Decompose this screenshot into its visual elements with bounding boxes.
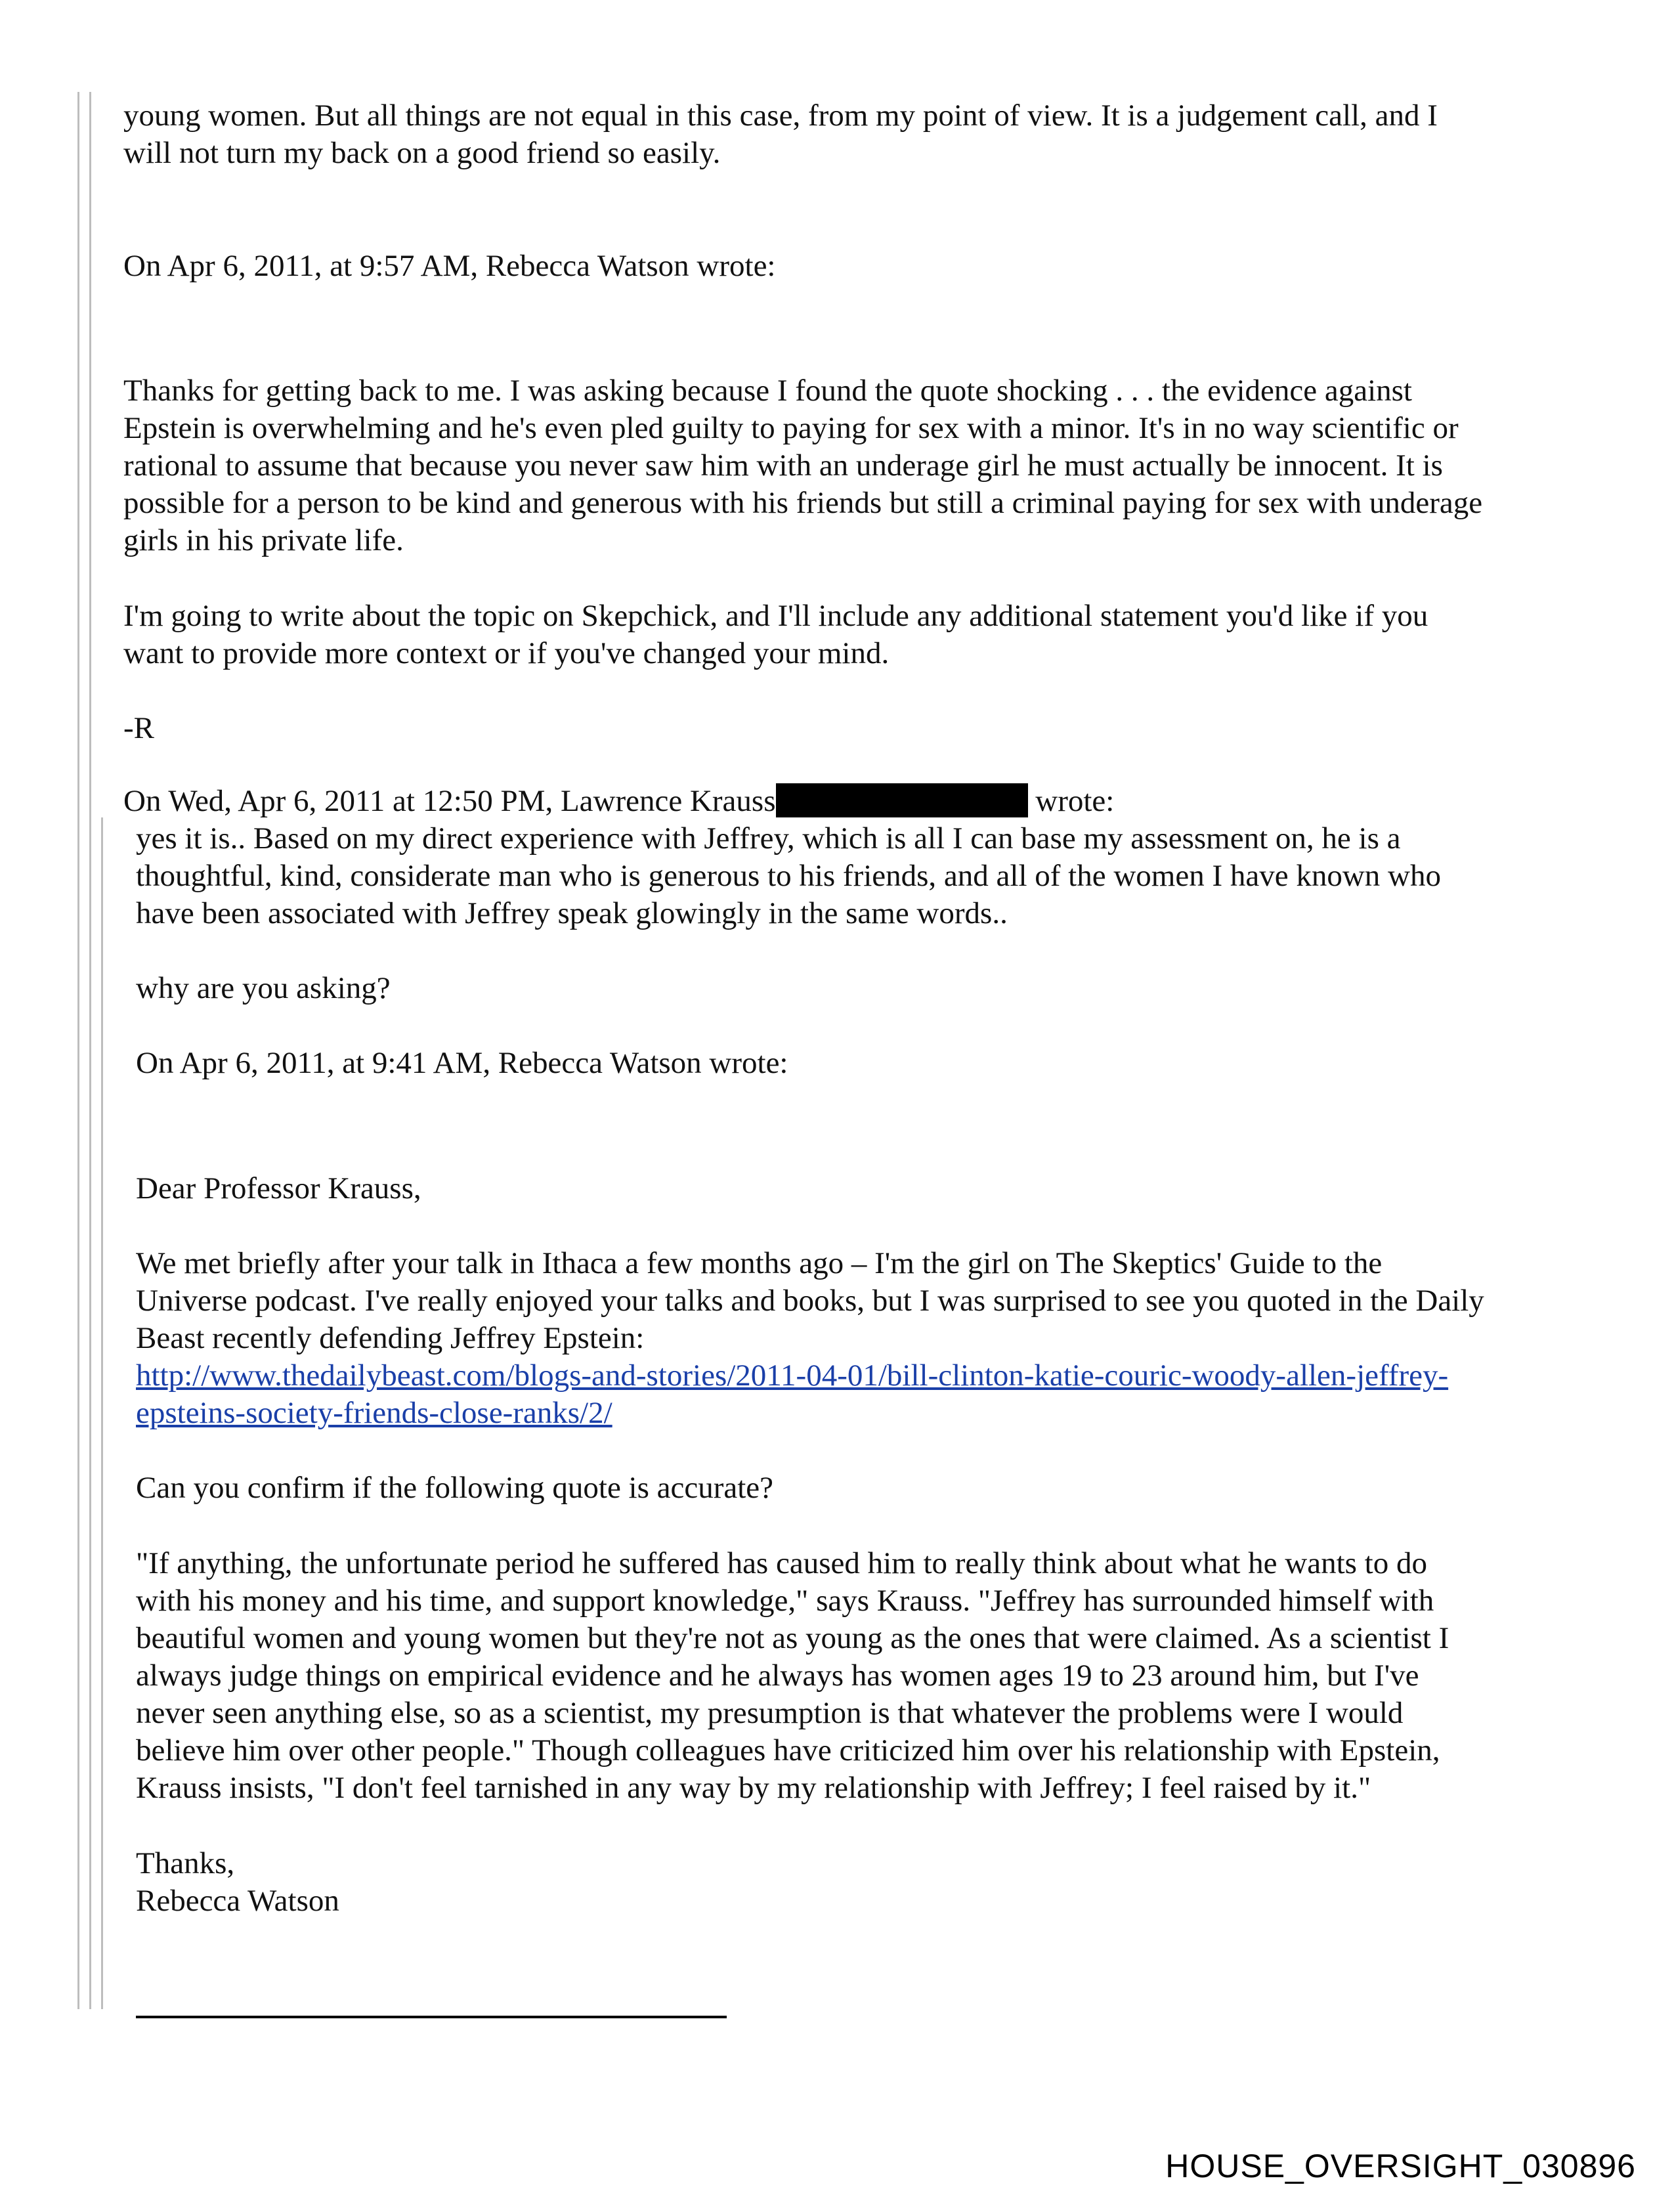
reply-body-para1 xyxy=(123,372,1633,559)
quote-bar-inner xyxy=(101,817,103,2009)
krauss-header-wrote: wrote: xyxy=(1027,784,1115,818)
original-line: Beast recently defending Jeffrey Epstein: xyxy=(136,1321,645,1355)
article-link-line[interactable] xyxy=(136,1357,1600,1395)
krauss-line: thoughtful, kind, considerate man who is generous to his friends, and all of the women I have known who xyxy=(136,859,1441,893)
krauss-body xyxy=(136,820,1600,932)
quote-line: "If anything, the unfortunate period he suffered has caused him to really think about what he wants to do xyxy=(136,1546,1427,1580)
quote-line: never seen anything else, so as a scientist, my presumption is that whatever the problems were I would xyxy=(136,1696,1404,1730)
signature-divider xyxy=(136,2016,727,2018)
continuation-line: will not turn my back on a good friend so easily. xyxy=(123,136,721,170)
quote-bar-outer xyxy=(77,92,79,2009)
quote-line: always judge things on empirical evidence and he always has women ages 19 to 23 around him, but I've xyxy=(136,1659,1419,1693)
quote-line: with his money and his time, and support knowledge," says Krauss. "Jeffrey has surrounded himself with xyxy=(136,1584,1434,1618)
original-para1 xyxy=(136,1245,1600,1432)
original-signature xyxy=(136,1845,1600,1920)
article-link[interactable]: http://www.thedailybeast.com/blogs-and-stories/2011-04-01/bill-clinton-katie-couric-woody-allen-jeffrey- xyxy=(136,1358,1449,1393)
reply-body-para2 xyxy=(123,597,1633,672)
article-link-line[interactable] xyxy=(136,1395,1600,1432)
continuation-text xyxy=(123,97,1620,172)
original-line: We met briefly after your talk in Ithaca a few months ago – I'm the girl on The Skeptics' Guide to the xyxy=(136,1246,1383,1280)
original-line: Universe podcast. I've really enjoyed your talks and books, but I was surprised to see you quoted in the Daily xyxy=(136,1284,1484,1318)
quote-bar-middle xyxy=(89,92,91,2009)
reply-line: Thanks for getting back to me. I was asking because I found the quote shocking . . . the evidence against xyxy=(123,374,1412,408)
krauss-header-text: On Wed, Apr 6, 2011 at 12:50 PM, Lawrence Krauss xyxy=(123,784,776,818)
krauss-header xyxy=(123,783,1114,820)
reply-line: rational to assume that because you never saw him with an underage girl he must actually be innocent. It is xyxy=(123,448,1443,483)
bates-number: HOUSE_OVERSIGHT_030896 xyxy=(1165,2148,1636,2184)
original-quote xyxy=(136,1545,1600,1807)
quote-line: beautiful women and young women but they're not as young as the ones that were claimed. As a scientist I xyxy=(136,1621,1449,1655)
article-link-continued[interactable]: epsteins-society-friends-close-ranks/2/ xyxy=(136,1396,612,1430)
redacted-email xyxy=(776,783,1028,817)
krauss-question: why are you asking? xyxy=(136,971,391,1005)
quote-line: believe him over other people." Though colleagues have criticized him over his relationship with Epstein, xyxy=(136,1733,1440,1767)
krauss-line: yes it is.. Based on my direct experience with Jeffrey, which is all I can base my assessment on, he is a xyxy=(136,821,1401,856)
reply-line: I'm going to write about the topic on Skepchick, and I'll include any additional statement you'd like if you xyxy=(123,599,1428,633)
krauss-line: have been associated with Jeffrey speak glowingly in the same words.. xyxy=(136,896,1008,930)
quote-line: Krauss insists, "I don't feel tarnished in any way by my relationship with Jeffrey; I feel raised by it." xyxy=(136,1771,1371,1805)
continuation-line: young women. But all things are not equal in this case, from my point of view. It is a judgement call, and I xyxy=(123,98,1438,133)
reply-line: want to provide more context or if you've changed your mind. xyxy=(123,636,890,670)
original-greeting: Dear Professor Krauss, xyxy=(136,1171,421,1205)
reply-signoff: -R xyxy=(123,711,154,745)
original-header: On Apr 6, 2011, at 9:41 AM, Rebecca Watson wrote: xyxy=(136,1046,788,1080)
reply-line: possible for a person to be kind and generous with his friends but still a criminal paying for sex with underage xyxy=(123,486,1483,520)
reply-line: Epstein is overwhelming and he's even pled guilty to paying for sex with a minor. It's in no way scientific or xyxy=(123,411,1459,445)
reply-header: On Apr 6, 2011, at 9:57 AM, Rebecca Watson wrote: xyxy=(123,249,776,283)
reply-line: girls in his private life. xyxy=(123,523,404,557)
sender-name: Rebecca Watson xyxy=(136,1884,339,1918)
original-question: Can you confirm if the following quote is accurate? xyxy=(136,1471,774,1505)
closing: Thanks, xyxy=(136,1846,235,1880)
